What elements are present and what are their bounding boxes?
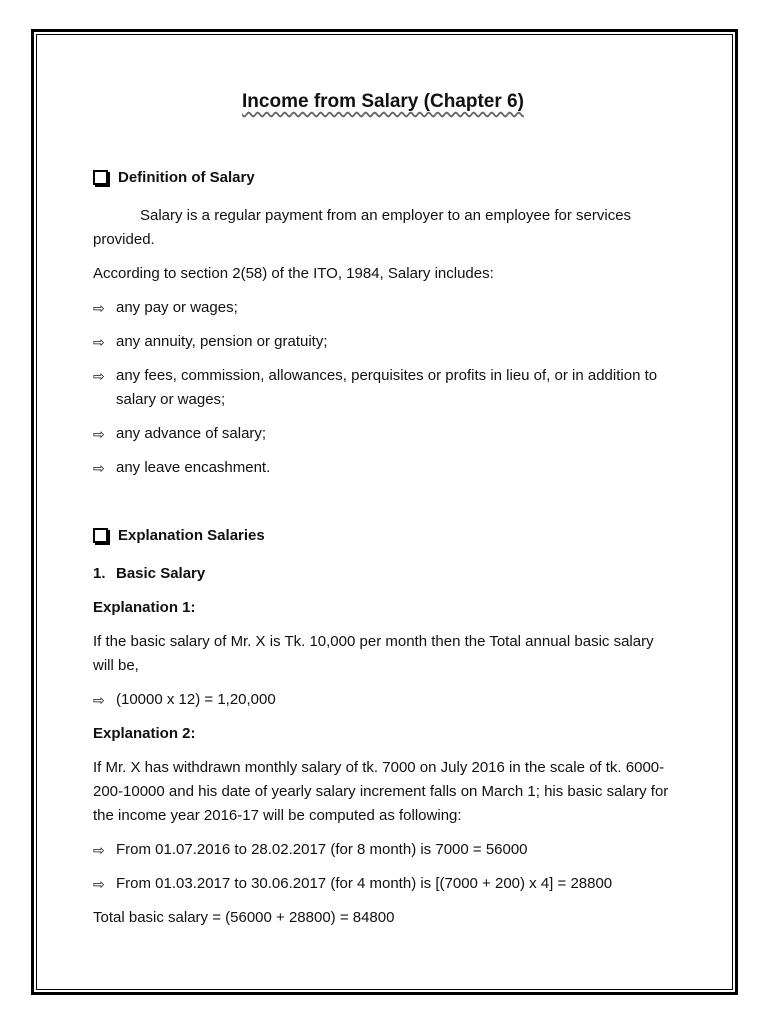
- checkbox-square-icon: [93, 528, 108, 543]
- arrow-right-icon: ⇨: [93, 460, 105, 476]
- list-item: ⇨ any annuity, pension or gratuity;: [93, 330, 673, 354]
- arrow-right-icon: ⇨: [93, 876, 105, 892]
- arrow-right-icon: ⇨: [93, 842, 105, 858]
- arrow-right-icon: ⇨: [93, 368, 105, 384]
- section-heading-explanation: Explanation Salaries: [93, 524, 673, 548]
- list-item: ⇨ any advance of salary;: [93, 422, 673, 446]
- explanation-2-label: Explanation 2:: [93, 725, 196, 742]
- arrow-right-icon: ⇨: [93, 334, 105, 350]
- list-item: ⇨ any pay or wages;: [93, 296, 673, 320]
- list-item: ⇨ From 01.03.2017 to 30.06.2017 (for 4 month) is [(7000 + 200) x 4] = 28800: [93, 872, 673, 896]
- explanation-1-text: If the basic salary of Mr. X is Tk. 10,000 per month then the Total annual basic salary will be,: [93, 633, 654, 674]
- list-item: ⇨ (10000 x 12) = 1,20,000: [93, 688, 673, 712]
- list-item: ⇨ any fees, commission, allowances, perquisites or profits in lieu of, or in addition to salary or wages;: [93, 364, 673, 412]
- checkbox-square-icon: [93, 170, 108, 185]
- arrow-right-icon: ⇨: [93, 426, 105, 442]
- arrow-right-icon: ⇨: [93, 692, 105, 708]
- page-title: Income from Salary (Chapter 6): [242, 91, 524, 112]
- section-heading-definition: Definition of Salary: [93, 166, 673, 190]
- spacer: [93, 490, 673, 524]
- document-body: [93, 88, 673, 940]
- numbered-subheading: 1. Basic Salary: [93, 565, 206, 582]
- list-item: ⇨ From 01.07.2016 to 28.02.2017 (for 8 month) is 7000 = 56000: [93, 838, 673, 862]
- explanation-2-text: If Mr. X has withdrawn monthly salary of tk. 7000 on July 2016 in the scale of tk. 6000-200-10000 and his date of yearly salary increment falls on March 1; his basic salary for the income year 2016-17 will be computed as following:: [93, 759, 669, 824]
- definition-paragraph: Salary is a regular payment from an employer to an employee for services provided.: [93, 207, 632, 248]
- arrow-right-icon: ⇨: [93, 300, 105, 316]
- explanation-1-label: Explanation 1:: [93, 599, 196, 616]
- intro-paragraph: According to section 2(58) of the ITO, 1984, Salary includes:: [93, 265, 494, 282]
- total-basic-salary: Total basic salary = (56000 + 28800) = 84800: [93, 909, 395, 926]
- list-item: ⇨ any leave encashment.: [93, 456, 673, 480]
